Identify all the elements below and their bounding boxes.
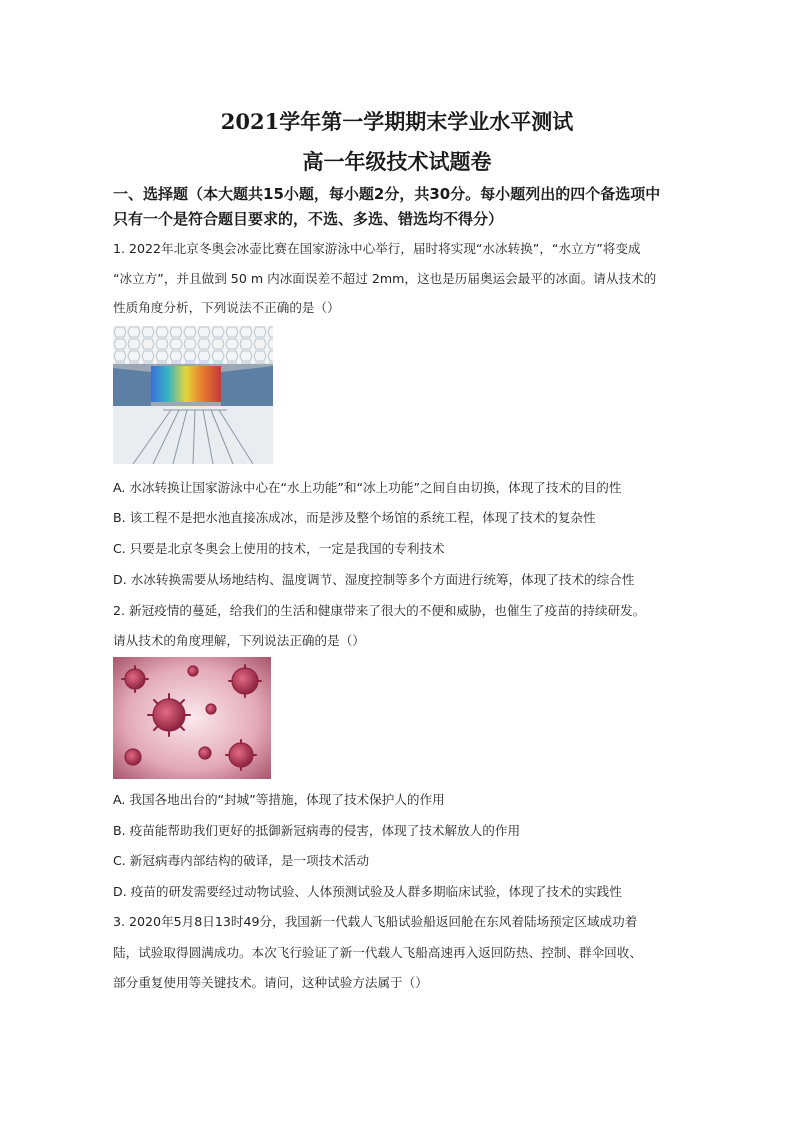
q1-option-b: B. 该工程不是把水池直接冻成冰，而是涉及整个场馆的系统工程，体现了技术的复杂性: [113, 510, 596, 525]
q1-stem-line2: “冰立方”，并且做到 50 m 内冰面误差不超过 2mm，这也是历届奥运会最平的冰面。请从技术的: [113, 271, 657, 286]
q1-option-d: D. 水冰转换需要从场地结构、温度调节、湿度控制等多个方面进行统筹，体现了技术的综合性: [113, 572, 635, 587]
q2-option-d: D. 疫苗的研发需要经过动物试验、人体预测试验及人群多期临床试验，体现了技术的实践性: [113, 884, 622, 899]
q3-stem-line1: 3. 2020年5月8日13时49分，我国新一代载人飞船试验船返回舱在东风着陆场预定区域成功着: [113, 914, 638, 929]
q2-stem-line1: 2. 新冠疫情的蔓延，给我们的生活和健康带来了很大的不便和威胁，也催生了疫苗的持续研发。: [113, 603, 646, 618]
q2-stem-line2: 请从技术的角度理解，下列说法正确的是（）: [113, 633, 365, 648]
aquatics-center-illustration: [113, 326, 273, 464]
q1-stem-line1: 1. 2022年北京冬奥会冰壶比赛在国家游泳中心举行，届时将实现“水冰转换”，“水立方”将变成: [113, 241, 641, 256]
exam-title: 2021学年第一学期期末学业水平测试: [220, 109, 574, 134]
virus-illustration: [113, 657, 271, 779]
section-heading-line1: 一、选择题（本大题共15小题，每小题2分，共30分。每小题列出的四个备选项中: [113, 185, 661, 203]
q2-option-a: A. 我国各地出台的“封城”等措施，体现了技术保护人的作用: [113, 792, 445, 807]
q2-option-c: C. 新冠病毒内部结构的破译，是一项技术活动: [113, 853, 370, 868]
q3-stem-line3: 部分重复使用等关键技术。请问，这种试验方法属于（）: [113, 975, 428, 990]
q1-option-a: A. 水冰转换让国家游泳中心在“水上功能”和“冰上功能”之间自由切换，体现了技术的目的性: [113, 480, 622, 495]
section-heading-line2: 只有一个是符合题目要求的，不选、多选、错选均不得分）: [113, 210, 504, 228]
aquatics-center-image: [113, 326, 273, 464]
q2-option-b: B. 疫苗能帮助我们更好的抵御新冠病毒的侵害，体现了技术解放人的作用: [113, 823, 521, 838]
exam-subtitle: 高一年级技术试题卷: [302, 149, 492, 174]
q1-option-c: C. 只要是北京冬奥会上使用的技术，一定是我国的专利技术: [113, 541, 445, 556]
q1-stem-line3: 性质角度分析，下列说法不正确的是（）: [113, 300, 340, 315]
q3-stem-line2: 陆，试验取得圆满成功。本次飞行验证了新一代载人飞船高速再入返回防热、控制、群伞回收、: [113, 945, 642, 960]
virus-image: [113, 657, 271, 779]
